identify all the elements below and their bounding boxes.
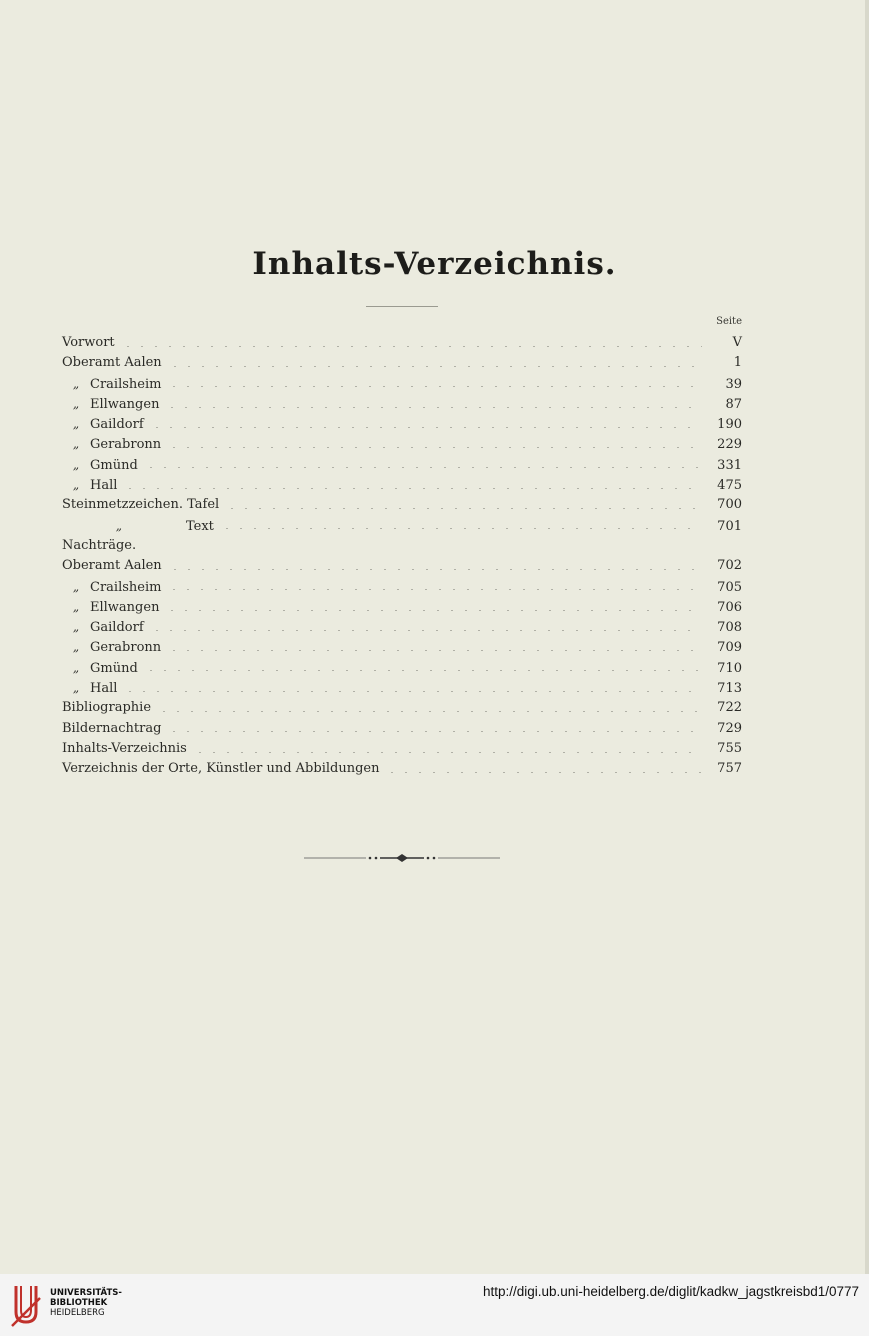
toc-entry-page: 708 — [717, 620, 742, 636]
toc-entry-label: Text — [186, 518, 214, 534]
dot-leader — [225, 508, 702, 509]
toc-entry — [62, 434, 742, 454]
dot-leader — [167, 589, 702, 590]
ditto-mark: „ — [72, 579, 80, 594]
dot-leader — [168, 366, 702, 367]
dot-leader — [121, 346, 702, 347]
toc-entry — [62, 536, 742, 556]
toc-entry-label: Steinmetzzeichen. Tafel — [62, 497, 220, 513]
toc-entry-label: Nachträge. — [62, 537, 137, 553]
toc-entry-page: 729 — [717, 720, 742, 736]
toc-entry — [62, 333, 742, 353]
page-column-header: Seite — [716, 316, 742, 327]
toc-entry-label: Hall — [90, 478, 118, 494]
toc-entry — [62, 475, 742, 495]
page-edge — [865, 0, 869, 1274]
toc-entry — [62, 414, 742, 434]
toc-entry-page: 757 — [717, 761, 742, 777]
toc-entry-page: 713 — [717, 681, 742, 697]
ditto-mark: „ — [72, 599, 80, 614]
toc-entry-label: Ellwangen — [90, 396, 160, 412]
toc-entry-label: Gmünd — [90, 457, 138, 473]
table-of-contents — [62, 333, 742, 780]
toc-entry — [62, 455, 742, 475]
title-divider — [366, 306, 438, 307]
toc-entry-label: Ellwangen — [90, 599, 160, 615]
toc-entry-label: Gaildorf — [90, 417, 144, 433]
ditto-mark: „ — [72, 396, 80, 411]
toc-entry-page: 705 — [717, 579, 742, 595]
dot-leader — [220, 528, 702, 529]
ditto-mark: „ — [72, 640, 80, 655]
toc-entry-label: Gaildorf — [90, 620, 144, 636]
ditto-mark: „ — [72, 457, 80, 472]
toc-entry-label: Crailsheim — [90, 579, 162, 595]
toc-entry-page: 1 — [733, 355, 742, 371]
ditto-mark: „ — [72, 660, 80, 675]
toc-entry-label: Hall — [90, 681, 118, 697]
toc-entry — [62, 719, 742, 739]
toc-entry — [62, 617, 742, 637]
toc-entry-page: 709 — [717, 640, 742, 656]
library-name — [50, 1288, 122, 1318]
dot-leader — [123, 488, 702, 489]
source-url[interactable]: http://digi.ub.uni-heidelberg.de/diglit/kadkw_jagstkreisbd1/0777 — [483, 1284, 859, 1299]
ornament-divider — [304, 852, 500, 864]
toc-entry-label: Verzeichnis der Orte, Künstler und Abbildungen — [62, 761, 380, 777]
dot-leader — [168, 569, 702, 570]
dot-leader — [123, 691, 702, 692]
dot-leader — [193, 752, 702, 753]
dot-leader — [144, 670, 702, 671]
toc-entry-page: 722 — [717, 700, 742, 716]
toc-entry — [62, 374, 742, 394]
toc-entry — [62, 658, 742, 678]
toc-entry — [62, 597, 742, 617]
toc-entry-page: 702 — [717, 558, 742, 574]
dot-leader — [167, 447, 702, 448]
toc-entry-page: 701 — [717, 518, 742, 534]
toc-entry-page: 87 — [725, 396, 742, 412]
toc-entry — [62, 678, 742, 698]
ditto-mark: „ — [72, 681, 80, 696]
ditto-mark: „ — [72, 437, 80, 452]
toc-entry-label: Gerabronn — [90, 437, 162, 453]
toc-entry-label: Crailsheim — [90, 376, 162, 392]
toc-entry-label: Inhalts-Verzeichnis — [62, 740, 187, 756]
toc-entry-label: Bibliographie — [62, 700, 152, 716]
ditto-mark: „ — [72, 417, 80, 432]
dot-leader — [165, 610, 702, 611]
toc-entry-page: V — [732, 335, 742, 350]
toc-entry-page: 229 — [717, 437, 742, 453]
toc-entry-page: 755 — [717, 740, 742, 756]
toc-entry-label: Oberamt Aalen — [62, 355, 162, 371]
page-title: Inhalts-Verzeichnis. — [252, 246, 617, 282]
toc-entry-label: Gmünd — [90, 660, 138, 676]
toc-entry-page: 190 — [717, 417, 742, 433]
toc-entry — [62, 516, 742, 536]
dot-leader — [385, 772, 702, 773]
toc-entry-page: 331 — [717, 457, 742, 473]
toc-entry — [62, 556, 742, 576]
toc-entry-label: Bildernachtrag — [62, 720, 162, 736]
dot-leader — [150, 630, 702, 631]
toc-entry-label: Vorwort — [62, 335, 115, 350]
dot-leader — [165, 407, 702, 408]
dot-leader — [157, 711, 702, 712]
toc-entry — [62, 394, 742, 414]
toc-entry — [62, 698, 742, 718]
toc-entry-page: 700 — [717, 497, 742, 513]
toc-entry — [62, 759, 742, 779]
library-name-line3: HEIDELBERG — [50, 1308, 105, 1318]
toc-entry — [62, 637, 742, 657]
toc-entry — [62, 739, 742, 759]
toc-entry-page: 39 — [725, 376, 742, 392]
toc-entry-label: Oberamt Aalen — [62, 558, 162, 574]
dot-leader — [167, 386, 702, 387]
ditto-mark: „ — [72, 478, 80, 493]
toc-entry-page: 710 — [717, 660, 742, 676]
ditto-mark: „ — [115, 518, 122, 533]
ditto-mark: „ — [72, 376, 80, 391]
toc-entry-label: Gerabronn — [90, 640, 162, 656]
toc-entry — [62, 353, 742, 373]
dot-leader — [144, 467, 702, 468]
dot-leader — [150, 427, 702, 428]
toc-entry-page: 475 — [717, 478, 742, 494]
library-name-line2: BIBLIOTHEK — [50, 1298, 108, 1308]
library-logo-icon — [10, 1282, 42, 1328]
dot-leader — [167, 731, 702, 732]
toc-entry — [62, 577, 742, 597]
library-name-line1: UNIVERSITÄTS- — [50, 1288, 122, 1298]
dot-leader — [167, 650, 702, 651]
ditto-mark: „ — [72, 620, 80, 635]
toc-entry-page: 706 — [717, 599, 742, 615]
toc-entry — [62, 495, 742, 515]
